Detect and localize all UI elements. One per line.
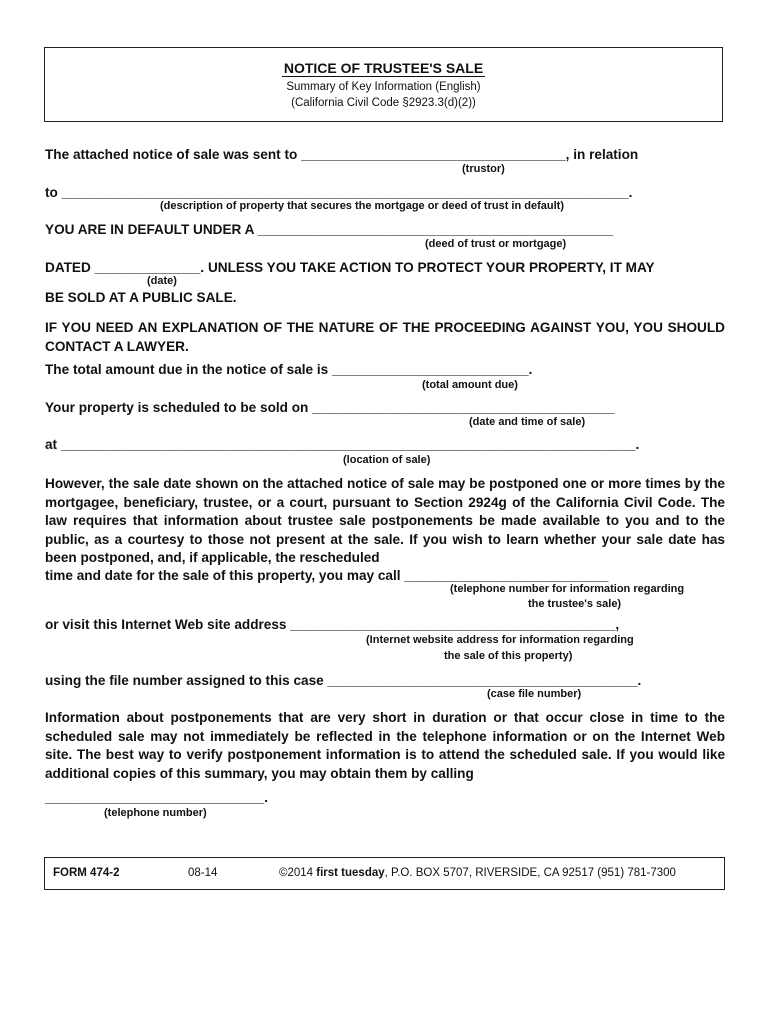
publisher-address: , P.O. BOX 5707, RIVERSIDE, CA 92517 (951) 781-7300 — [384, 867, 676, 879]
label-web-info-1: (Internet website address for information regarding — [366, 634, 634, 646]
line-call: time and date for the sale of this property, you may call ___________________________ — [45, 568, 609, 583]
footer-box — [44, 857, 725, 890]
paragraph-information: Information about postponements that are very short in duration or that occur close in time to the scheduled sale may not immediately be reflected in the telephone information or on the Internet Web site. The best way to verify postponement information is to attend the scheduled sale. If you would like additional copies of this summary, you may obtain them by calling — [45, 710, 725, 781]
line-default: YOU ARE IN DEFAULT UNDER A _______________________________________________ — [45, 222, 614, 237]
form-title: NOTICE OF TRUSTEE'S SALE — [283, 60, 484, 76]
civil-code-reference: (California Civil Code §2923.3(d)(2)) — [291, 97, 476, 109]
line-calling: _____________________________. — [45, 790, 269, 805]
label-trustor: (trustor) — [462, 163, 505, 175]
form-subtitle: Summary of Key Information (English) — [286, 81, 481, 93]
line-dated: DATED ______________. UNLESS YOU TAKE ACTION TO PROTECT YOUR PROPERTY, IT MAY — [45, 260, 655, 275]
form-number: FORM 474-2 — [53, 867, 120, 879]
form-date: 08-14 — [188, 867, 218, 879]
label-web-info-2: the sale of this property) — [444, 650, 573, 662]
line-notice-sent: The attached notice of sale was sent to ___________________________________, in relation — [45, 147, 639, 162]
line-to: to ___________________________________________________________________________. — [45, 185, 633, 200]
label-case-file: (case file number) — [487, 688, 582, 700]
copyright-notice: ©2014 — [279, 867, 314, 879]
publisher-info — [279, 867, 676, 879]
header-box — [44, 47, 723, 122]
paragraph-postponement: However, the sale date shown on the attached notice of sale may be postponed one or more times by the mortgagee, beneficiary, trustee, or a court, pursuant to Section 2924g of the California Civil Code. The law requires that information about trustee sale postponements be made available to you and to the public, as a courtesy to those not present at the sale. If you wish to learn whether your sale date has been postponed, and, if applicable, the rescheduled — [45, 476, 725, 565]
line-public-sale: BE SOLD AT A PUBLIC SALE. — [45, 290, 237, 305]
label-phone-info-1: (telephone number for information regarding — [450, 583, 685, 595]
line-at: at ____________________________________________________________________________. — [45, 437, 640, 452]
line-scheduled: Your property is scheduled to be sold on ________________________________________ — [45, 400, 615, 415]
label-property-description: (description of property that secures the mortgage or deed of trust in default) — [160, 200, 564, 212]
line-file-number: using the file number assigned to this case _________________________________________. — [45, 673, 642, 688]
line-total-amount: The total amount due in the notice of sale is __________________________. — [45, 362, 533, 377]
publisher-brand: first tuesday — [316, 867, 385, 879]
label-date: (date) — [147, 275, 177, 287]
label-telephone: (telephone number) — [104, 807, 207, 819]
label-total-amount: (total amount due) — [422, 379, 518, 391]
label-phone-info-2: the trustee's sale) — [528, 598, 622, 610]
label-location: (location of sale) — [343, 454, 431, 466]
label-date-time: (date and time of sale) — [469, 416, 586, 428]
label-deed: (deed of trust or mortgage) — [425, 238, 567, 250]
paragraph-explanation: IF YOU NEED AN EXPLANATION OF THE NATURE OF THE PROCEEDING AGAINST YOU, YOU SHOULD CONTACT A LAWYER. — [45, 320, 725, 354]
line-website: or visit this Internet Web site address ___________________________________________, — [45, 617, 620, 632]
